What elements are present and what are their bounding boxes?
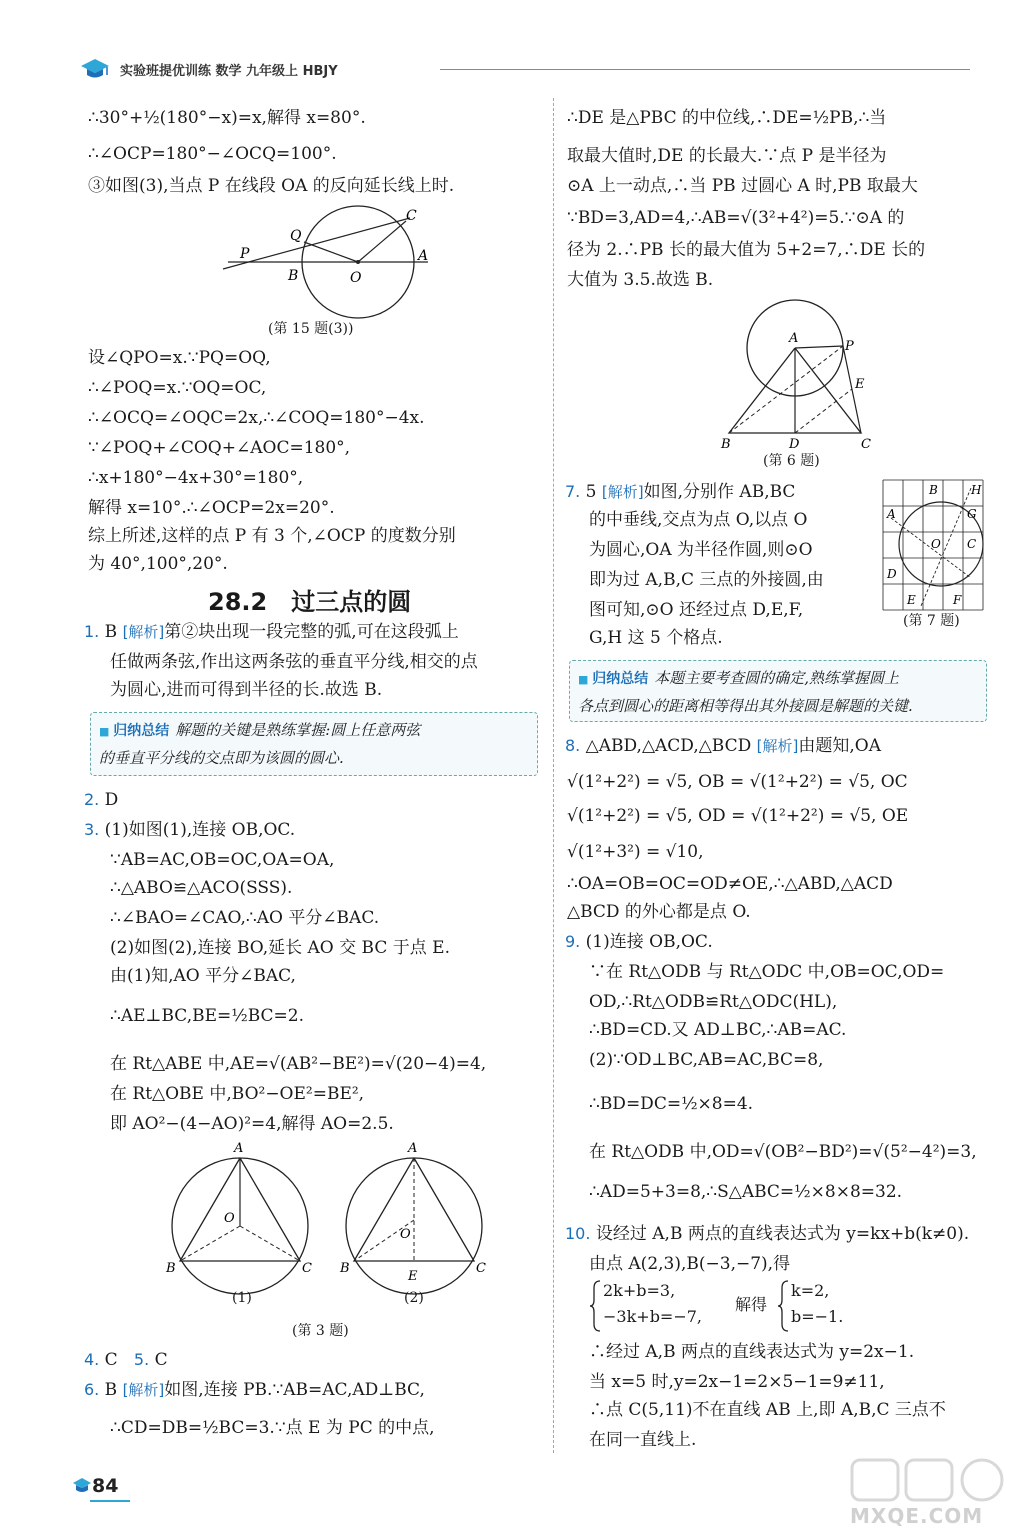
text-line: 为圆心,进而可得到半径的长.故选 B. [110,680,383,700]
text-line: 大值为 3.5.故选 B. [567,270,714,290]
svg-text:C: C [476,1261,486,1276]
equation-system [589,1278,889,1334]
svg-text:E: E [855,377,865,392]
question-number: 10. [565,1224,591,1243]
text-line: 由点 A(2,3),B(−3,−7),得 [589,1254,791,1274]
text-line: 为圆心,OA 为半径作圆,则⊙O [589,540,813,560]
svg-text:D: D [887,567,897,581]
question-number: 7. [565,482,581,501]
figure-7-grid-diagram [881,478,985,612]
answer: △ABD,△ACD,△BCD [585,736,752,756]
text-line: ∵∠POQ+∠COQ+∠AOC=180°, [88,438,351,458]
text-line: OD,∴Rt△ODB≌Rt△ODC(HL), [589,992,838,1012]
section-title: 28.2 过三点的圆 [208,588,412,616]
svg-text:A: A [418,248,429,264]
question-number: 5. [133,1350,150,1369]
text-line: ⊙A 上一动点,∴当 PB 过圆心 A 时,PB 取最大 [567,176,918,196]
question-10 [565,1222,969,1246]
text-line: ∴BD=CD.又 AD⊥BC,∴AB=AC. [589,1020,847,1040]
book-title: 实验班提优训练 数学 九年级上 HBJY [120,64,338,79]
text-line: √(1²+2²) = √5, OB = √(1²+2²) = √5, OC [567,772,908,792]
question-1 [84,620,459,644]
text-line: G,H 这 5 个格点. [589,628,723,648]
text-line: 在 Rt△ABE 中,AE=√(AB²−BE²)=√(20−4)=4, [110,1054,487,1074]
left-brace-icon [589,1280,601,1332]
question-number: 6. [84,1380,100,1399]
text-line: (1)连接 OB,OC. [585,932,713,952]
text-line: ∴经过 A,B 两点的直线表达式为 y=2x−1. [589,1342,915,1362]
svg-text:H: H [971,483,982,497]
text-line: ∴△ABO≌△ACO(SSS). [110,878,293,898]
svg-text:C: C [406,208,417,224]
text-line: ∴30°+½(180°−x)=x,解得 x=80°. [88,108,366,128]
svg-text:E: E [907,593,916,607]
question-7 [565,480,795,504]
analysis-tag: [解析] [122,1381,165,1399]
header-rule [440,69,970,70]
text-line: ∴BD=DC=½×8=4. [589,1094,754,1114]
summary-box [569,660,987,722]
question-3 [84,818,295,842]
analysis-text: 由题知,OA [798,736,881,756]
text-line: ∴AE⊥BC,BE=½BC=2. [110,1006,305,1026]
solve-label: 解得 [735,1295,768,1314]
answer: 5 [585,482,597,502]
svg-text:B: B [340,1261,350,1276]
svg-text:O: O [400,1227,411,1242]
question-number: 9. [565,932,581,951]
svg-text:P: P [240,246,250,262]
text-line: 设∠QPO=x.∵PQ=OQ, [88,348,271,368]
summary-text: 各点到圆心的距离相等得出其外接圆是解题的关键. [578,697,913,715]
graduation-cap-icon [72,1476,92,1498]
question-9 [565,930,713,954]
svg-text:A: A [234,1141,244,1156]
svg-text:O: O [224,1211,235,1226]
text-line: 解得 x=10°.∴∠OCP=2x=20°. [88,498,335,518]
svg-text:D: D [789,437,800,452]
answer: D [104,790,119,810]
page-number-underline [90,1500,130,1502]
text-line: △BCD 的外心都是点 O. [567,902,751,922]
answer: B [104,622,118,642]
svg-text:A: A [887,507,896,521]
svg-text:O: O [350,270,362,286]
svg-text:C: C [861,437,871,452]
figure-caption: (第 15 题(3)) [268,321,354,337]
figure-caption: (第 3 题) [292,1323,349,1339]
svg-text:O: O [931,537,941,551]
text-line: 在 Rt△ODB 中,OD=√(OB²−BD²)=√(5²−4²)=3, [589,1142,977,1162]
text-line: ∵在 Rt△ODB 与 Rt△ODC 中,OB=OC,OD= [589,962,945,982]
analysis-text: 如图,连接 PB.∵AB=AC,AD⊥BC, [164,1380,425,1400]
svg-text:Q: Q [290,228,302,244]
text-line: 即为过 A,B,C 三点的外接圆,由 [589,570,824,590]
page-number-badge [72,1472,130,1502]
figure-subcaption: (2) [404,1290,424,1306]
answer: B [104,1380,118,1400]
watermark-text: MXQE.COM [850,1504,984,1528]
text-line: 图可知,⊙O 还经过点 D,E,F, [589,600,804,620]
question-number: 2. [84,790,100,809]
answer: C [154,1350,168,1370]
summary-tag: ■ 归纳总结 [99,723,169,739]
figure-caption: (第 6 题) [763,453,820,469]
text-line: ∴CD=DB=½BC=3.∵点 E 为 PC 的中点, [110,1418,435,1438]
watermark-logo-icon [850,1456,1010,1504]
figure-caption: (第 7 题) [903,613,960,629]
left-brace-icon [777,1280,789,1332]
svg-text:B: B [929,483,938,497]
page-header [80,56,970,84]
answer: C [104,1350,118,1370]
text-line: ∴OA=OB=OC=OD≠OE,∴△ABD,△ACD [567,874,893,894]
question-2 [84,788,118,812]
question-number: 3. [84,820,100,839]
svg-text:C: C [302,1261,312,1276]
svg-text:B: B [166,1261,176,1276]
text-line: ∴∠OCQ=∠OQC=2x,∴∠COQ=180°−4x. [88,408,425,428]
summary-text: 解题的关键是熟练掌握:圆上任意两弦 [175,721,421,739]
analysis-tag: [解析] [756,737,799,755]
question-number: 8. [565,736,581,755]
text-line: ∴DE 是△PBC 的中位线,∴DE=½PB,∴当 [567,108,887,128]
question-6 [84,1378,425,1402]
column-divider [553,98,554,1453]
figure-3-diagram [162,1138,502,1298]
summary-text: 本题主要考查圆的确定,熟练掌握圆上 [654,669,900,687]
summary-tag: ■ 归纳总结 [578,671,648,687]
text-line: ∵BD=3,AD=4,∴AB=√(3²+4²)=5.∵⊙A 的 [567,208,905,228]
analysis-tag: [解析] [122,623,165,641]
question-number: 4. [84,1350,100,1369]
text-line: ③如图(3),当点 P 在线段 OA 的反向延长线上时. [88,176,455,196]
text-line: 为 40°,100°,20°. [88,554,228,574]
summary-text: 的垂直平分线的交点即为该圆的圆心. [99,749,344,767]
svg-text:B: B [288,268,299,284]
text-line: 综上所述,这样的点 P 有 3 个,∠OCP 的度数分别 [88,526,456,546]
text-line: 径为 2.∴PB 长的最大值为 5+2=7,∴DE 长的 [567,240,926,260]
question-8 [565,734,881,758]
summary-box [90,712,538,776]
text-line: 取最大值时,DE 的长最大.∵点 P 是半径为 [567,146,887,166]
text-line: √(1²+2²) = √5, OD = √(1²+2²) = √5, OE [567,806,909,826]
text-line: 的中垂线,交点为点 O,以点 O [589,510,808,530]
graduation-cap-icon [80,56,110,82]
equation: k=2, [791,1281,830,1300]
questions-4-5 [84,1348,168,1372]
equation: b=−1. [791,1307,844,1326]
svg-text:E: E [408,1269,418,1284]
text-line: 在 Rt△OBE 中,BO²−OE²=BE², [110,1084,365,1104]
equation: −3k+b=−7, [603,1307,703,1326]
text-line: 设经过 A,B 两点的直线表达式为 y=kx+b(k≠0). [595,1224,970,1244]
figure-15-3-diagram [218,204,438,324]
text-line: 由(1)知,AO 平分∠BAC, [110,966,296,986]
text-line: 在同一直线上. [589,1430,697,1450]
text-line: ∴x+180°−4x+30°=180°, [88,468,304,488]
text-line: ∴∠POQ=x.∵OQ=OC, [88,378,267,398]
watermark [840,1456,1020,1536]
text-line: (2)∵OD⊥BC,AB=AC,BC=8, [589,1050,824,1070]
text-line: 当 x=5 时,y=2x−1=2×5−1=9≠11, [589,1372,885,1392]
text-line: (2)如图(2),连接 BO,延长 AO 交 BC 于点 E. [110,938,450,958]
text-line: 任做两条弦,作出这两条弦的垂直平分线,相交的点 [110,652,478,672]
svg-text:F: F [953,593,962,607]
page-number: 84 [92,1475,119,1497]
text-line: 即 AO²−(4−AO)²=4,解得 AO=2.5. [110,1114,394,1134]
figure-6-diagram [717,296,887,454]
text-line: ∴∠OCP=180°−∠OCQ=100°. [88,144,337,164]
text-line: ∴点 C(5,11)不在直线 AB 上,即 A,B,C 三点不 [589,1400,946,1420]
text-line: ∵AB=AC,OB=OC,OA=OA, [110,850,335,870]
text-line: (1)如图(1),连接 OB,OC. [104,820,296,840]
figure-subcaption: (1) [232,1290,252,1306]
svg-text:A: A [408,1141,418,1156]
svg-text:G: G [967,507,977,521]
svg-text:C: C [967,537,977,551]
analysis-tag: [解析] [601,483,644,501]
text-line: ∴AD=5+3=8,∴S△ABC=½×8×8=32. [589,1182,903,1202]
svg-text:P: P [845,339,854,354]
analysis-text: 如图,分别作 AB,BC [643,482,796,502]
svg-text:B: B [721,437,731,452]
equation: 2k+b=3, [603,1281,676,1300]
text-line: ∴∠BAO=∠CAO,∴AO 平分∠BAC. [110,908,380,928]
question-number: 1. [84,622,100,641]
svg-text:A: A [789,331,799,346]
text-line: √(1²+3²) = √10, [567,842,704,862]
analysis-text: 第②块出现一段完整的弧,可在这段弧上 [164,622,459,642]
